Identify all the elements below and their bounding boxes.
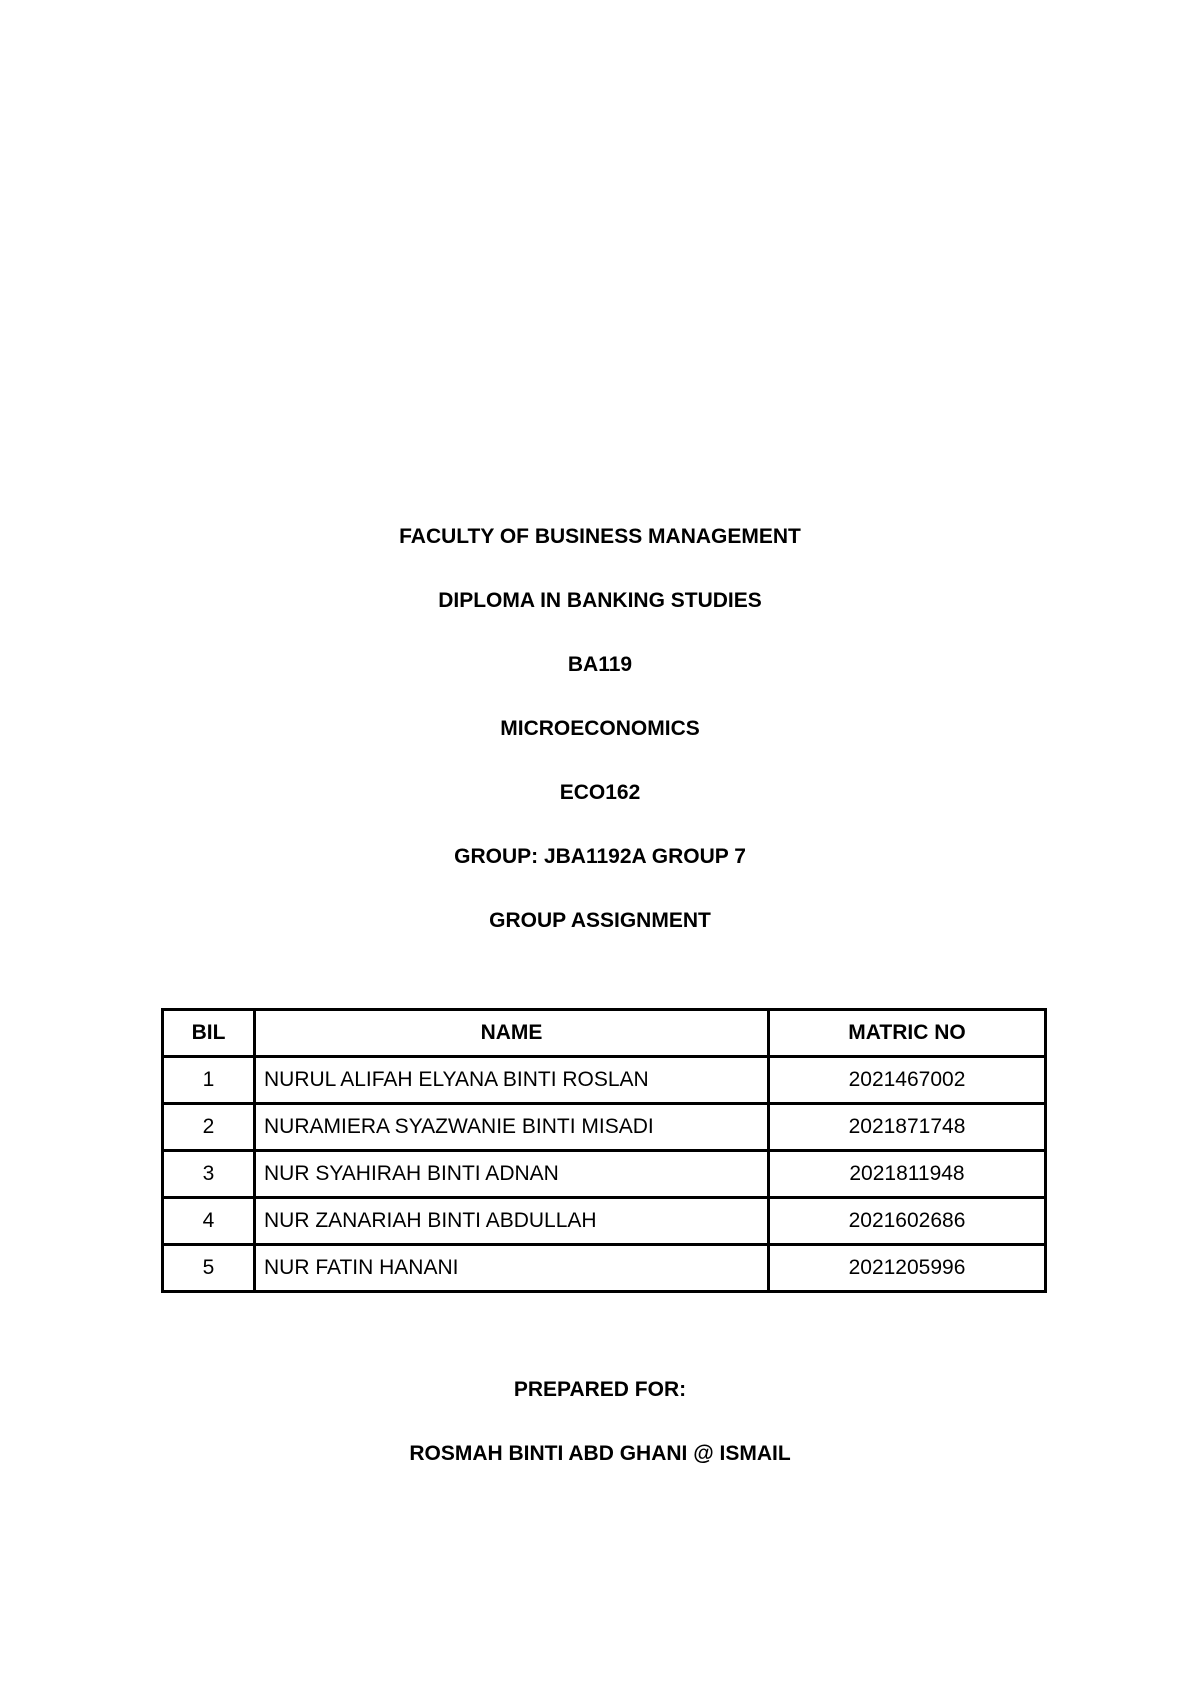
faculty-title: FACULTY OF BUSINESS MANAGEMENT bbox=[399, 525, 801, 548]
row-name: NUR FATIN HANANI bbox=[255, 1245, 769, 1292]
cover-heading bbox=[0, 524, 1200, 972]
prepared-for-section bbox=[0, 1377, 1200, 1505]
table-row bbox=[163, 1151, 1046, 1198]
table-row bbox=[163, 1057, 1046, 1104]
table-row bbox=[163, 1104, 1046, 1151]
row-name: NURUL ALIFAH ELYANA BINTI ROSLAN bbox=[255, 1057, 769, 1104]
row-bil: 2 bbox=[163, 1104, 255, 1151]
course-title: MICROECONOMICS bbox=[500, 717, 700, 740]
row-bil: 5 bbox=[163, 1245, 255, 1292]
course-code: ECO162 bbox=[559, 781, 641, 804]
table-row bbox=[163, 1198, 1046, 1245]
header-bil: BIL bbox=[163, 1010, 255, 1057]
row-bil: 1 bbox=[163, 1057, 255, 1104]
row-matric: 2021602686 bbox=[769, 1198, 1046, 1245]
lecturer-name: ROSMAH BINTI ABD GHANI @ ISMAIL bbox=[409, 1442, 791, 1465]
row-name: NURAMIERA SYAZWANIE BINTI MISADI bbox=[255, 1104, 769, 1151]
row-name: NUR SYAHIRAH BINTI ADNAN bbox=[255, 1151, 769, 1198]
prepared-for-label: PREPARED FOR: bbox=[513, 1378, 687, 1401]
row-name: NUR ZANARIAH BINTI ABDULLAH bbox=[255, 1198, 769, 1245]
program-code: BA119 bbox=[567, 653, 633, 676]
header-name: NAME bbox=[255, 1010, 769, 1057]
row-bil: 3 bbox=[163, 1151, 255, 1198]
table-row bbox=[163, 1245, 1046, 1292]
row-matric: 2021205996 bbox=[769, 1245, 1046, 1292]
program-title: DIPLOMA IN BANKING STUDIES bbox=[438, 589, 762, 612]
row-matric: 2021811948 bbox=[769, 1151, 1046, 1198]
assignment-label: GROUP ASSIGNMENT bbox=[489, 909, 711, 932]
table-header-row bbox=[163, 1010, 1046, 1057]
group-label: GROUP: JBA1192A GROUP 7 bbox=[454, 845, 746, 868]
row-bil: 4 bbox=[163, 1198, 255, 1245]
header-matric: MATRIC NO bbox=[769, 1010, 1046, 1057]
row-matric: 2021871748 bbox=[769, 1104, 1046, 1151]
members-table bbox=[161, 1008, 1047, 1293]
row-matric: 2021467002 bbox=[769, 1057, 1046, 1104]
